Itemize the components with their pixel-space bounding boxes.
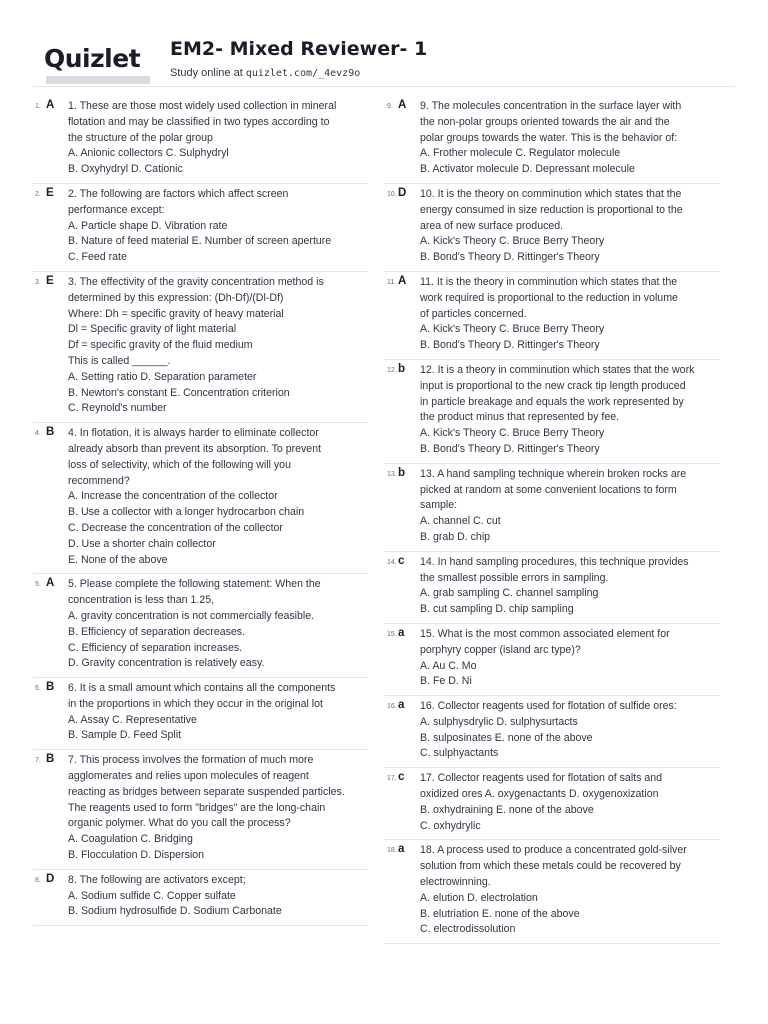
question-line: performance except:: [68, 203, 165, 216]
question-line: 4. In flotation, it is always harder to eliminate collector: [68, 427, 319, 440]
card-answer: b: [398, 466, 406, 479]
question-line: A. Kick's Theory C. Bruce Berry Theory: [420, 427, 605, 440]
card-question: [68, 187, 368, 266]
question-line: 1. These are those most widely used collection in mineral: [68, 100, 337, 112]
card-question: [420, 363, 720, 458]
card-answer: D: [46, 872, 55, 885]
card-number: 15.: [387, 630, 397, 638]
question-line: A. Particle shape D. Vibration rate: [68, 219, 228, 232]
card-number: 11.: [387, 278, 397, 286]
card-number: 3.: [35, 278, 41, 286]
question-line: loss of selectivity, which of the following will you: [68, 458, 291, 471]
question-line: The reagents used to form "bridges" are the long-chain: [68, 801, 326, 814]
question-line: energy consumed in size reduction is proportional to the: [420, 203, 683, 216]
card-answer: A: [46, 577, 55, 590]
question-line: Where: Dh = specific gravity of heavy material: [68, 307, 284, 320]
question-line: reacting as bridges between separate suspended particles.: [68, 785, 345, 798]
question-line: B. Oxyhydryl D. Cationic: [68, 163, 183, 176]
card-number: 18.: [387, 847, 397, 855]
card-number: 13.: [387, 470, 397, 478]
question-line: 17. Collector reagents used for flotation of salts and: [420, 772, 663, 785]
set-title: EM2- Mixed Reviewer- 1: [170, 38, 428, 60]
flashcard: [385, 624, 720, 696]
question-line: 12. It is a theory in comminution which states that the work: [420, 363, 695, 376]
flashcard: [33, 870, 368, 926]
question-line: B. elutriation E. none of the above: [420, 907, 580, 920]
question-line: C. Decrease the concentration of the collector: [68, 521, 283, 534]
flashcard: [385, 696, 720, 768]
question-line: B. Activator molecule D. Depressant molecule: [420, 163, 635, 176]
question-line: concentration is less than 1.25,: [68, 594, 215, 607]
question-line: B. Efficiency of separation decreases.: [68, 625, 246, 638]
header-divider: [33, 86, 735, 87]
question-line: the structure of the polar group: [68, 131, 213, 144]
card-answer: B: [46, 681, 55, 694]
flashcard: [33, 750, 368, 870]
question-line: A. Kick's Theory C. Bruce Berry Theory: [420, 235, 605, 248]
question-line: of particles concerned.: [420, 307, 527, 320]
question-line: 6. It is a small amount which contains all the components: [68, 682, 336, 695]
card-question: [420, 187, 720, 266]
card-answer: a: [398, 626, 405, 639]
right-column: [385, 96, 720, 944]
question-line: work required is proportional to the reduction in volume: [420, 291, 678, 304]
card-number: 9.: [387, 103, 393, 110]
question-line: organic polymer. What do you call the process?: [68, 817, 291, 830]
question-line: B. Sodium hydrosulfide D. Sodium Carbonate: [68, 905, 282, 918]
question-line: 9. The molecules concentration in the surface layer with: [420, 100, 682, 112]
question-line: B. Bond's Theory D. Rittinger's Theory: [420, 251, 600, 264]
question-line: 5. Please complete the following statement: When the: [68, 578, 321, 591]
card-question: [68, 577, 368, 672]
study-online-label: Study online at: [170, 67, 246, 79]
question-line: B. Flocculation D. Dispersion: [68, 849, 205, 862]
question-line: sample:: [420, 499, 458, 512]
flashcard: [385, 464, 720, 552]
question-line: A. Coagulation C. Bridging: [68, 833, 193, 846]
question-line: in the proportions in which they occur in the original lot: [68, 697, 323, 710]
card-answer: a: [398, 699, 405, 712]
card-question: [420, 99, 720, 178]
flashcard: [385, 840, 720, 944]
question-line: B. cut sampling D. chip sampling: [420, 603, 574, 616]
question-line: A. Setting ratio D. Separation parameter: [68, 370, 257, 383]
card-question: [68, 753, 368, 864]
question-line: A. Increase the concentration of the collector: [68, 490, 278, 503]
card-number: 10.: [387, 190, 397, 198]
flashcard: [33, 423, 368, 574]
question-line: D. Use a shorter chain collector: [68, 537, 216, 550]
card-number: 2.: [35, 190, 41, 198]
question-line: This is called ______.: [68, 354, 171, 367]
card-number: 1.: [35, 103, 41, 110]
question-line: A. Sodium sulfide C. Copper sulfate: [68, 889, 236, 902]
question-line: agglomerates and relies upon molecules of reagent: [68, 770, 309, 783]
card-answer: c: [398, 771, 405, 784]
card-number: 4.: [35, 430, 41, 438]
question-line: A. channel C. cut: [420, 515, 501, 528]
quizlet-logo[interactable]: Quizlet: [44, 44, 141, 73]
question-line: area of new surface produced.: [420, 219, 564, 232]
flashcard: [33, 96, 368, 184]
question-line: electrowinning.: [420, 876, 491, 889]
flashcard: [33, 574, 368, 678]
question-line: A. elution D. electrolation: [420, 891, 538, 904]
card-number: 16.: [387, 703, 397, 711]
card-question: [68, 873, 368, 920]
card-answer: A: [46, 99, 55, 111]
left-column: [33, 96, 368, 926]
question-line: A. grab sampling C. channel sampling: [420, 587, 599, 600]
question-line: 8. The following are activators except;: [68, 873, 246, 886]
question-line: Dl = Specific gravity of light material: [68, 323, 237, 336]
card-question: [68, 275, 368, 417]
flashcard: [385, 768, 720, 840]
card-question: [420, 275, 720, 354]
question-line: 3. The effectivity of the gravity concentration method is: [68, 275, 324, 288]
question-line: A. Frother molecule C. Regulator molecule: [420, 147, 621, 160]
question-line: A. Anionic collectors C. Sulphydryl: [68, 147, 229, 160]
card-answer: B: [46, 753, 55, 766]
card-number: 6.: [35, 685, 41, 693]
question-line: B. Fe D. Ni: [420, 675, 472, 688]
question-line: 16. Collector reagents used for flotation of sulfide ores:: [420, 700, 677, 713]
card-question: [420, 699, 720, 762]
question-line: 2. The following are factors which affect screen: [68, 187, 289, 200]
question-line: C. Efficiency of separation increases.: [68, 641, 243, 654]
question-line: D. Gravity concentration is relatively easy.: [68, 657, 265, 670]
question-line: B. Nature of feed material E. Number of screen aperture: [68, 235, 332, 248]
question-line: 18. A process used to produce a concentrated gold-silver: [420, 844, 687, 857]
study-online-text: [170, 67, 360, 79]
question-line: oxidized ores A. oxygenactants D. oxygenoxization: [420, 788, 659, 801]
card-answer: D: [398, 186, 407, 199]
card-question: [420, 555, 720, 618]
flashcard: [385, 272, 720, 360]
question-line: E. None of the above: [68, 553, 168, 566]
question-line: determined by this expression: (Dh-Df)/(Dl-Df): [68, 291, 284, 304]
card-number: 5.: [35, 581, 41, 589]
question-line: B. Sample D. Feed Split: [68, 729, 182, 742]
card-question: [420, 627, 720, 690]
card-number: 12.: [387, 366, 397, 374]
question-line: the smallest possible errors in sampling.: [420, 571, 609, 584]
question-line: 10. It is the theory on comminution which states that the: [420, 187, 682, 200]
question-line: Df = specific gravity of the fluid medium: [68, 339, 253, 352]
flashcard: [33, 272, 368, 423]
question-line: C. oxhydrylic: [420, 819, 481, 832]
question-line: A. sulphysdrylic D. sulphysurtacts: [420, 715, 578, 728]
flashcard: [385, 552, 720, 624]
question-line: B. grab D. chip: [420, 530, 491, 543]
question-line: 7. This process involves the formation of much more: [68, 754, 314, 767]
question-line: A. Au C. Mo: [420, 659, 477, 672]
question-line: B. Bond's Theory D. Rittinger's Theory: [420, 442, 600, 455]
card-question: [68, 426, 368, 568]
question-line: B. sulposinates E. none of the above: [420, 731, 593, 744]
question-line: flotation and may be classified in two types according to: [68, 115, 330, 128]
card-answer: b: [398, 362, 406, 375]
question-line: B. Use a collector with a longer hydrocarbon chain: [68, 506, 305, 519]
card-question: [68, 99, 368, 178]
question-line: the product minus that represented by fee.: [420, 411, 620, 424]
card-question: [68, 681, 368, 744]
question-line: C. Feed rate: [68, 251, 127, 264]
card-question: [420, 843, 720, 938]
question-line: input is proportional to the new crack tip length produced: [420, 379, 686, 392]
flashcard: [33, 678, 368, 750]
question-line: A. Kick's Theory C. Bruce Berry Theory: [420, 323, 605, 336]
card-answer: E: [46, 274, 54, 287]
study-url-link[interactable]: quizlet.com/_4evz9o: [245, 68, 361, 79]
card-number: 7.: [35, 757, 41, 765]
question-line: C. electrodissolution: [420, 923, 516, 936]
question-line: A. Assay C. Representative: [68, 713, 197, 726]
card-answer: A: [398, 274, 407, 287]
page-header: [44, 36, 734, 88]
card-question: [420, 771, 720, 834]
question-line: polar groups towards the water. This is the behavior of:: [420, 131, 678, 144]
question-line: 11. It is the theory in comminution which states that the: [420, 275, 678, 288]
question-line: 14. In hand sampling procedures, this technique provides: [420, 555, 689, 568]
question-line: B. Newton's constant E. Concentration criterion: [68, 386, 290, 399]
card-answer: A: [398, 99, 407, 111]
question-line: recommend?: [68, 474, 130, 487]
question-line: C. sulphyactants: [420, 747, 499, 760]
question-line: solution from which these metals could be recovered by: [420, 860, 681, 873]
flashcard: [385, 360, 720, 464]
question-line: 13. A hand sampling technique wherein broken rocks are: [420, 467, 687, 480]
card-number: 17.: [387, 775, 397, 783]
question-line: porphyry copper (island arc type)?: [420, 643, 581, 656]
flashcard: [385, 184, 720, 272]
flashcard: [33, 184, 368, 272]
question-line: B. oxhydraining E. none of the above: [420, 803, 594, 816]
question-line: already absorb than prevent its absorption. To prevent: [68, 442, 322, 455]
logo-underline: [46, 76, 150, 84]
question-line: picked at random at some convenient locations to form: [420, 483, 677, 496]
card-answer: B: [46, 426, 55, 439]
flashcard: [385, 96, 720, 184]
card-number: 8.: [35, 876, 41, 884]
card-answer: E: [46, 186, 54, 199]
question-line: C. Reynold's number: [68, 402, 167, 415]
question-line: in particle breakage and equals the work represented by: [420, 395, 684, 408]
card-answer: c: [398, 554, 405, 567]
question-line: B. Bond's Theory D. Rittinger's Theory: [420, 339, 600, 352]
card-question: [420, 467, 720, 546]
card-number: 14.: [387, 558, 397, 566]
question-line: A. gravity concentration is not commercially feasible.: [68, 609, 315, 622]
card-answer: a: [398, 843, 405, 856]
question-line: 15. What is the most common associated element for: [420, 627, 670, 640]
question-line: the non-polar groups oriented towards the air and the: [420, 115, 670, 128]
